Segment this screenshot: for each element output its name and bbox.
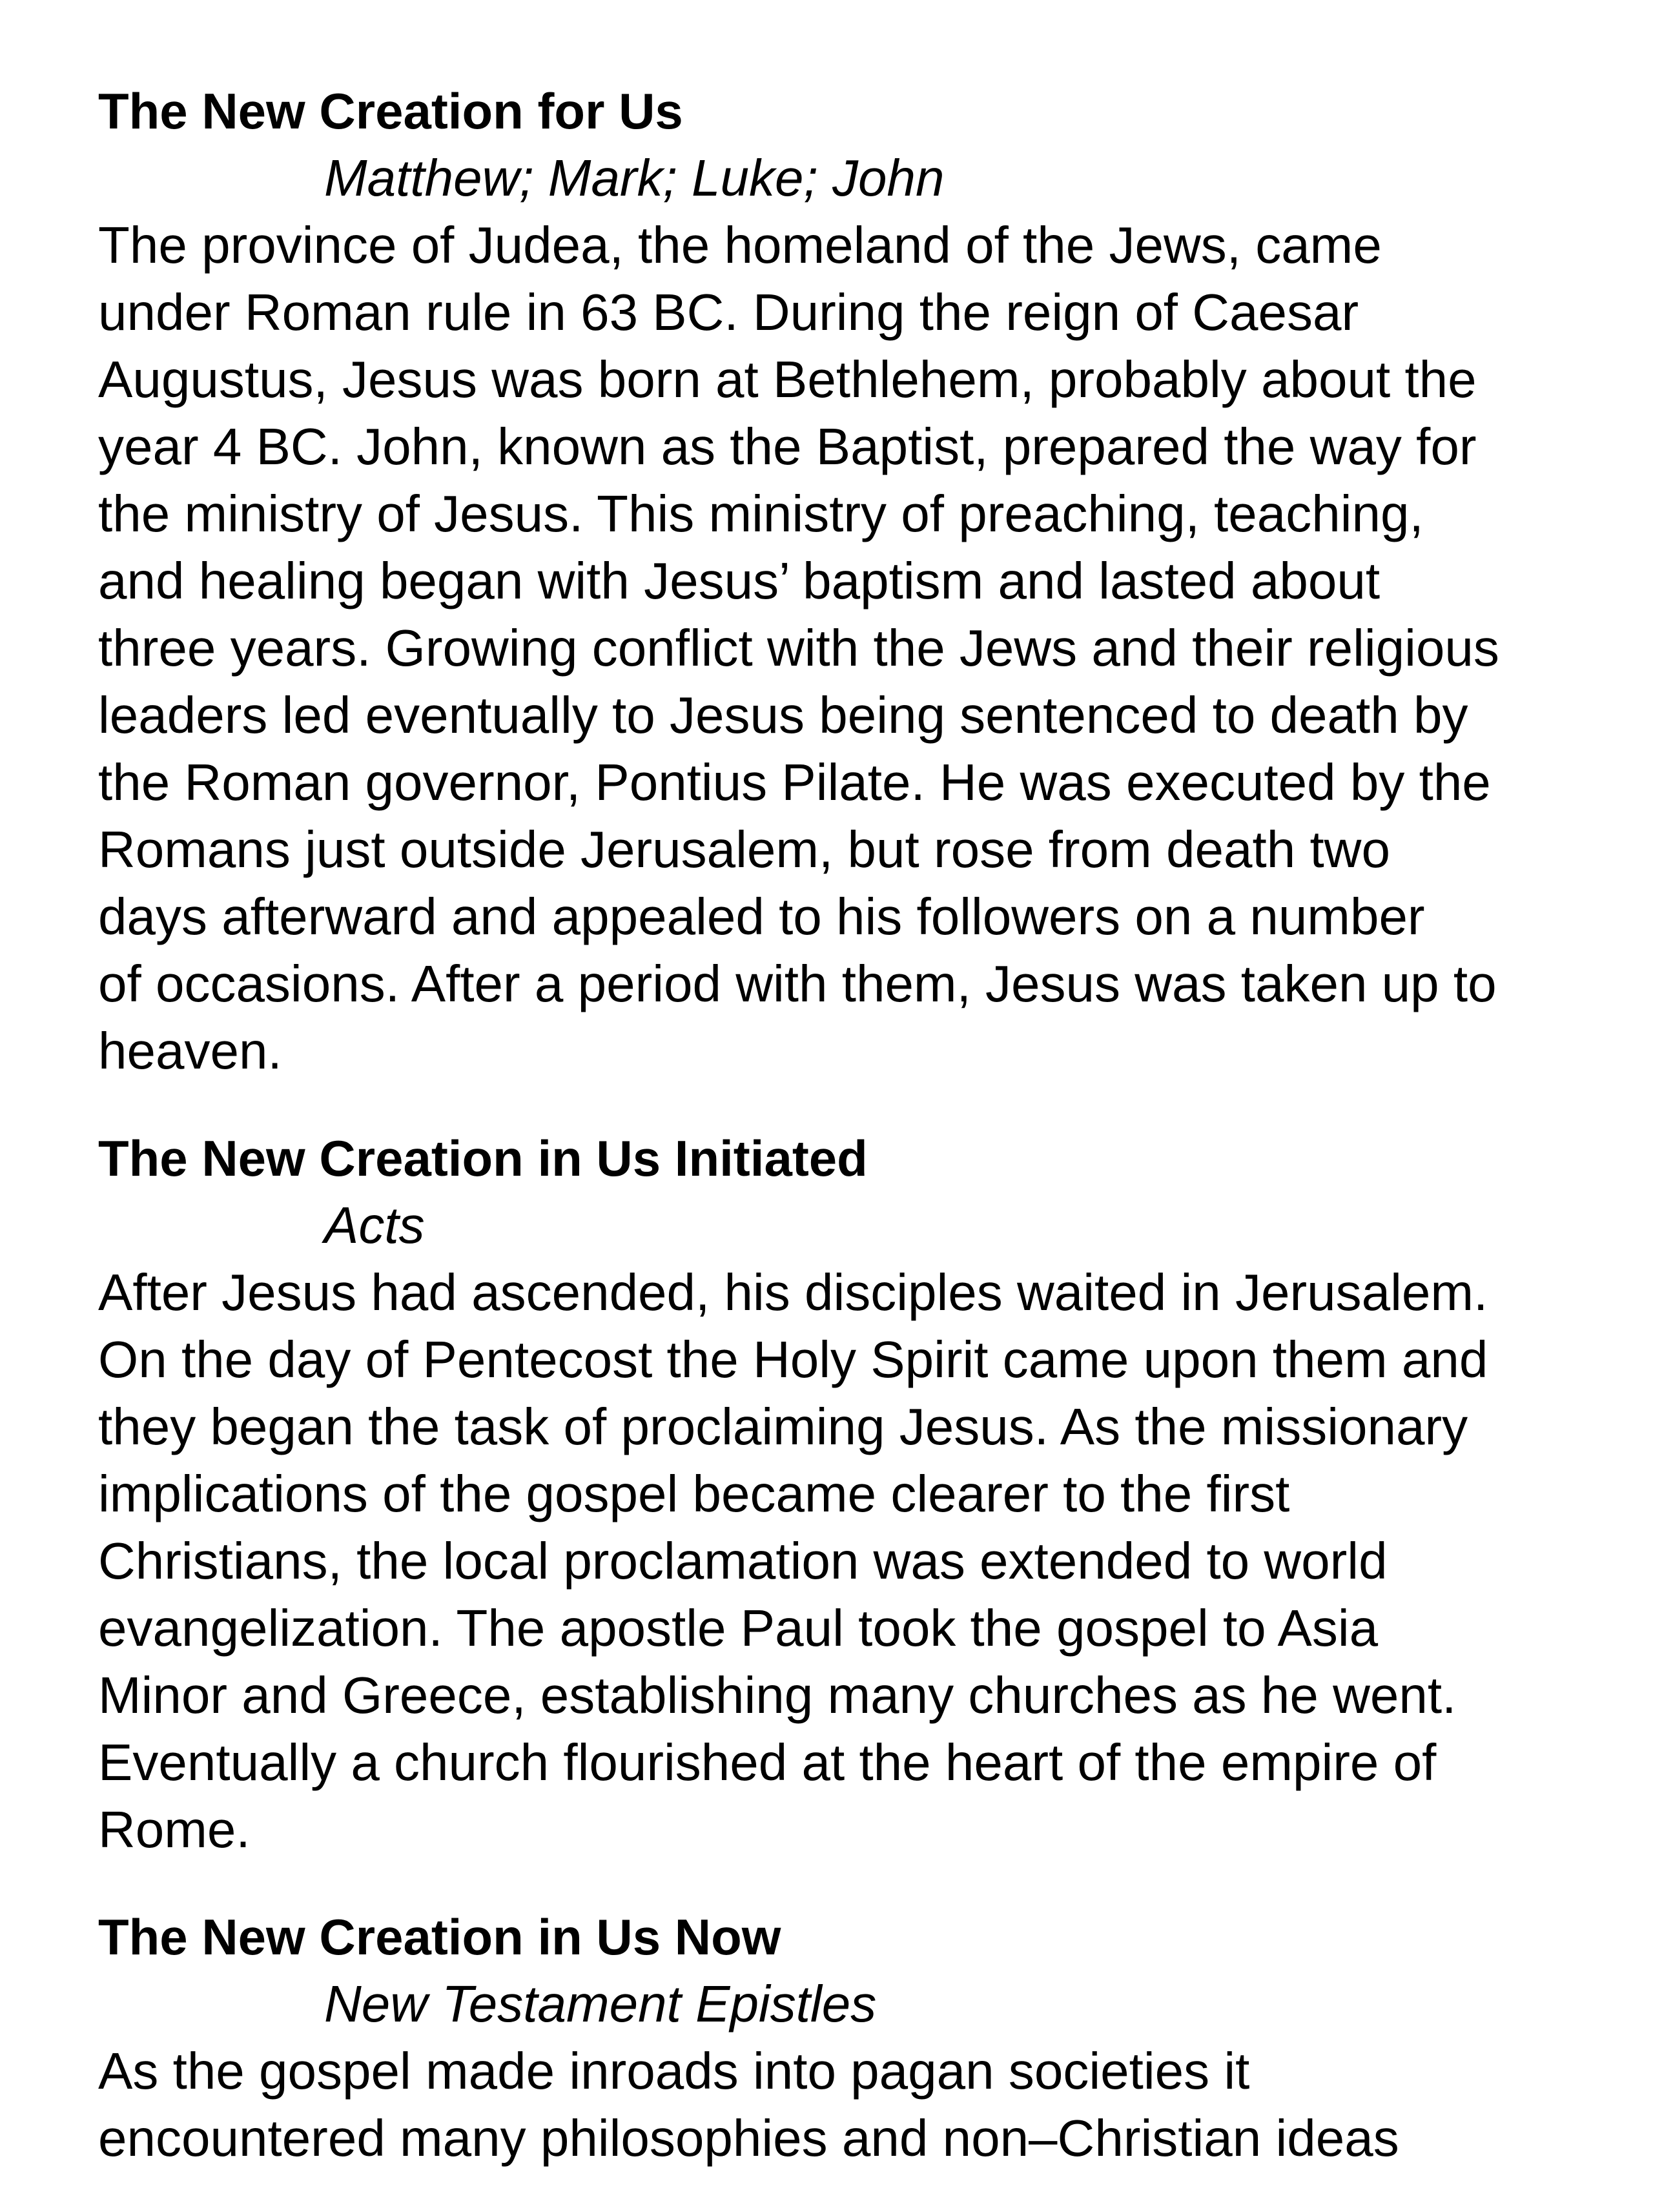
body-line: and healing began with Jesus’ baptism and lasted about <box>98 552 1381 609</box>
section-scripture-reference: Matthew; Mark; Luke; John <box>324 149 945 207</box>
body-line: the Roman governor, Pontius Pilate. He was executed by the <box>98 753 1491 811</box>
section-new-creation-in-us-initiated <box>98 1125 1622 1863</box>
section-body <box>98 1259 1622 1863</box>
section-new-creation-for-us <box>98 77 1622 1085</box>
section-heading: The New Creation in Us Now <box>98 1909 781 1965</box>
section-scripture-reference: Acts <box>324 1196 425 1254</box>
body-line: the ministry of Jesus. This ministry of preaching, teaching, <box>98 485 1424 542</box>
document-page <box>98 77 1622 2212</box>
body-line: After Jesus had ascended, his disciples waited in Jerusalem. <box>98 1264 1488 1321</box>
body-line: evangelization. The apostle Paul took the gospel to Asia <box>98 1599 1379 1657</box>
body-line: they began the task of proclaiming Jesus. As the missionary <box>98 1398 1468 1455</box>
body-line: year 4 BC. John, known as the Baptist, prepared the way for <box>98 418 1477 475</box>
body-line: On the day of Pentecost the Holy Spirit came upon them and <box>98 1331 1488 1388</box>
body-line: days afterward and appealed to his followers on a number <box>98 888 1425 945</box>
body-line: leaders led eventually to Jesus being sentenced to death by <box>98 686 1468 744</box>
section-body <box>98 212 1622 1085</box>
body-line: encountered many philosophies and non–Christian ideas <box>98 2109 1399 2167</box>
body-line: under Roman rule in 63 BC. During the reign of Caesar <box>98 283 1359 341</box>
body-line: Christians, the local proclamation was extended to world <box>98 1532 1388 1590</box>
body-line: Romans just outside Jerusalem, but rose from death two <box>98 821 1390 878</box>
section-heading: The New Creation in Us Initiated <box>98 1130 868 1187</box>
body-line: implications of the gospel became clearer to the first <box>98 1465 1290 1522</box>
body-line: As the gospel made inroads into pagan societies it <box>98 2042 1250 2100</box>
body-line: Minor and Greece, establishing many churches as he went. <box>98 1666 1457 1724</box>
section-scripture-reference: New Testament Epistles <box>324 1975 877 2033</box>
section-new-creation-in-us-now <box>98 1903 1622 2172</box>
section-heading: The New Creation for Us <box>98 83 683 139</box>
body-line: heaven. <box>98 1022 282 1080</box>
section-body <box>98 2038 1622 2172</box>
body-line: Rome. <box>98 1801 251 1858</box>
body-line: three years. Growing conflict with the Jews and their religious <box>98 619 1499 677</box>
body-line: Eventually a church flourished at the heart of the empire of <box>98 1734 1437 1791</box>
body-line: The province of Judea, the homeland of the Jews, came <box>98 216 1382 274</box>
body-line: Augustus, Jesus was born at Bethlehem, probably about the <box>98 351 1477 408</box>
body-line: of occasions. After a period with them, Jesus was taken up to <box>98 955 1497 1012</box>
